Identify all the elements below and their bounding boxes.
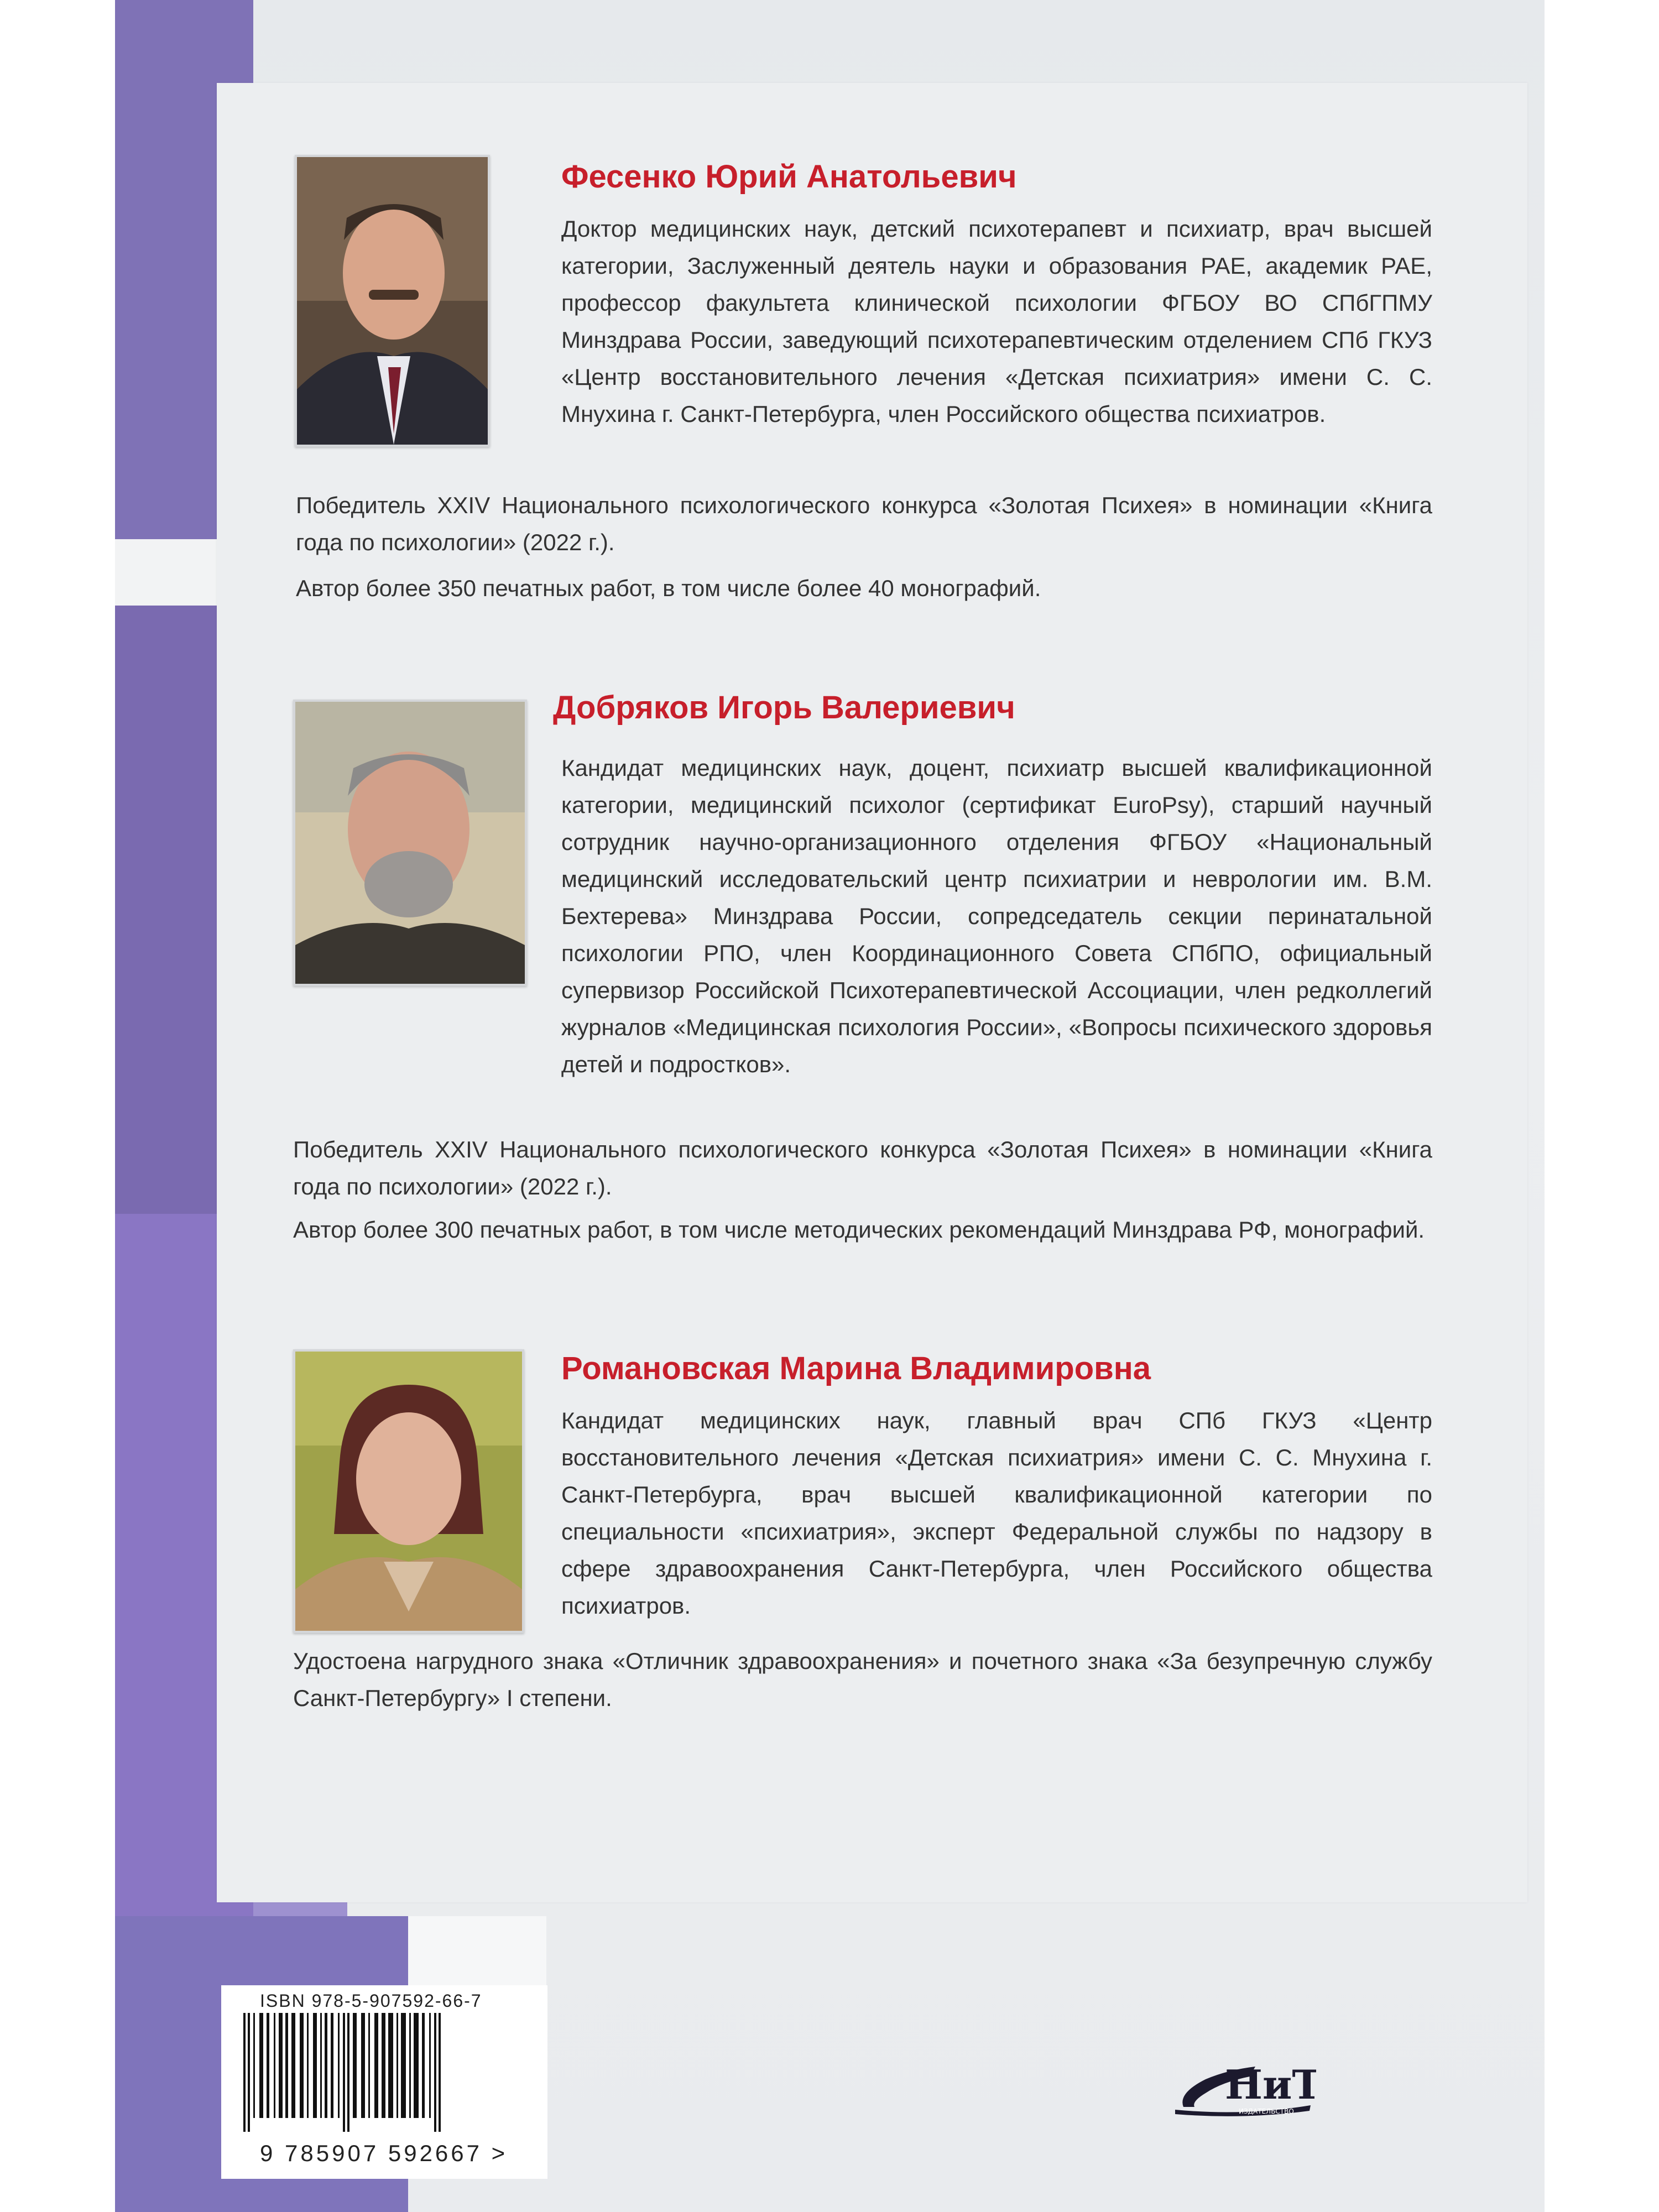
barcode-digits: 9 785907 592667 >	[260, 2140, 508, 2166]
barcode-bar	[300, 2013, 304, 2118]
isbn-label: ISBN 978-5-907592-66-7	[260, 1991, 482, 2011]
barcode-bar	[434, 2013, 436, 2132]
barcode-bar	[353, 2013, 357, 2118]
barcode-bar	[248, 2013, 250, 2132]
author-award: Удостоена нагрудного знака «Отличник здравоохранения» и почетного знака «За безупречную службу Санкт-Петербургу» I степени.	[293, 1648, 1432, 1711]
barcode-bar	[325, 2013, 327, 2118]
author-works: Автор более 350 печатных работ, в том числе более 40 монографий.	[296, 575, 1041, 601]
author-name: Добряков Игорь Валериевич	[553, 690, 1015, 726]
author-award: Победитель XXIV Национального психологического конкурса «Золотая Психея» в номинации «Книга года по психологии» (2022 г.).	[293, 1136, 1432, 1199]
author-photo-fesenko	[295, 155, 490, 447]
author-award: Победитель XXIV Национального психологического конкурса «Золотая Психея» в номинации «Книга года по психологии» (2022 г.).	[296, 492, 1432, 555]
barcode-bar	[291, 2013, 295, 2118]
barcode-bar	[243, 2013, 246, 2132]
barcode-bar	[320, 2013, 322, 2118]
barcode-bar	[409, 2013, 411, 2118]
barcode-bar	[382, 2013, 385, 2118]
author-name: Фесенко Юрий Анатольевич	[561, 159, 1017, 195]
author-works: Автор более 300 печатных работ, в том числе методических рекомендаций Минздрава РФ, монографий.	[293, 1217, 1425, 1243]
barcode-bar	[388, 2013, 393, 2118]
barcode-bar	[331, 2013, 333, 2118]
publisher-logo-subtext: ИЗДАТЕЛЬСТВО	[1239, 2107, 1294, 2115]
author-bio: Кандидат медицинских наук, доцент, психиатр высшей квалификационной категории, медицинский психолог (сертификат EuroPsy), старший научный сотрудник научно-организационного отделения ФГБОУ «Национальный медицинский исследовательский центр психиатрии и неврологии им. В.М. Бехтерева» Минздрава России, сопредседатель секции перинатальной психологии РПО, член Координационного Совета СПбПО, официальный супервизор Российской Психотерапевтической Ассоциации, член редколлегий журналов «Медицинская психология России», «Вопросы психического здоровья детей и подростков».	[561, 755, 1432, 1077]
barcode-bar	[429, 2013, 431, 2118]
barcode-bar	[279, 2013, 283, 2118]
author-bio: Кандидат медицинских наук, главный врач СПб ГКУЗ «Центр восстановительного лечения «Детская психиатрия» имени С. С. Мнухина г. Санкт-Петербурга, врач высшей квалификационной категории по специальности «психиатрия», эксперт Федеральной службы по надзору в сфере здравоохранения Санкт-Петербурга, член Российского общества психиатров.	[561, 1407, 1432, 1619]
publisher-logo-text: НиТ	[1225, 2061, 1316, 2108]
barcode-bar	[439, 2013, 441, 2132]
barcode-bar	[259, 2013, 263, 2118]
barcode-bar	[397, 2013, 398, 2118]
barcode-bar	[401, 2013, 406, 2118]
barcode-bar	[374, 2013, 378, 2118]
barcode-bar	[253, 2013, 255, 2118]
barcode-bar	[313, 2013, 317, 2118]
barcode-bar	[347, 2013, 349, 2132]
barcode-bar	[338, 2013, 340, 2118]
barcode-bar	[422, 2013, 425, 2118]
barcode-bar	[307, 2013, 309, 2118]
author-name: Романовская Марина Владимировна	[561, 1350, 1151, 1386]
barcode-bar	[285, 2013, 288, 2118]
barcode-bar	[414, 2013, 419, 2118]
barcode-bar	[361, 2013, 365, 2118]
barcode	[238, 2013, 547, 2135]
barcode-bar	[274, 2013, 275, 2118]
author-bio: Доктор медицинских наук, детский психотерапевт и психиатр, врач высшей категории, Заслуженный деятель науки и образования РАЕ, академик РАЕ, профессор факультета клинической психологии ФГБОУ ВО СПбГПМУ Минздрава России, заведующий психотерапевтическим отделением СПб ГКУЗ «Центр восстановительного лечения «Детская психиатрия» имени С. С. Мнухина г. Санкт-Петербурга, член Российского общества психиатров.	[561, 216, 1432, 427]
barcode-bar	[343, 2013, 345, 2132]
publisher-logo	[1172, 2054, 1316, 2118]
author-photo-dobryakov	[293, 700, 527, 986]
author-photo-romanovskaya	[293, 1349, 524, 1633]
barcode-bar	[368, 2013, 370, 2118]
barcode-bar	[267, 2013, 269, 2118]
